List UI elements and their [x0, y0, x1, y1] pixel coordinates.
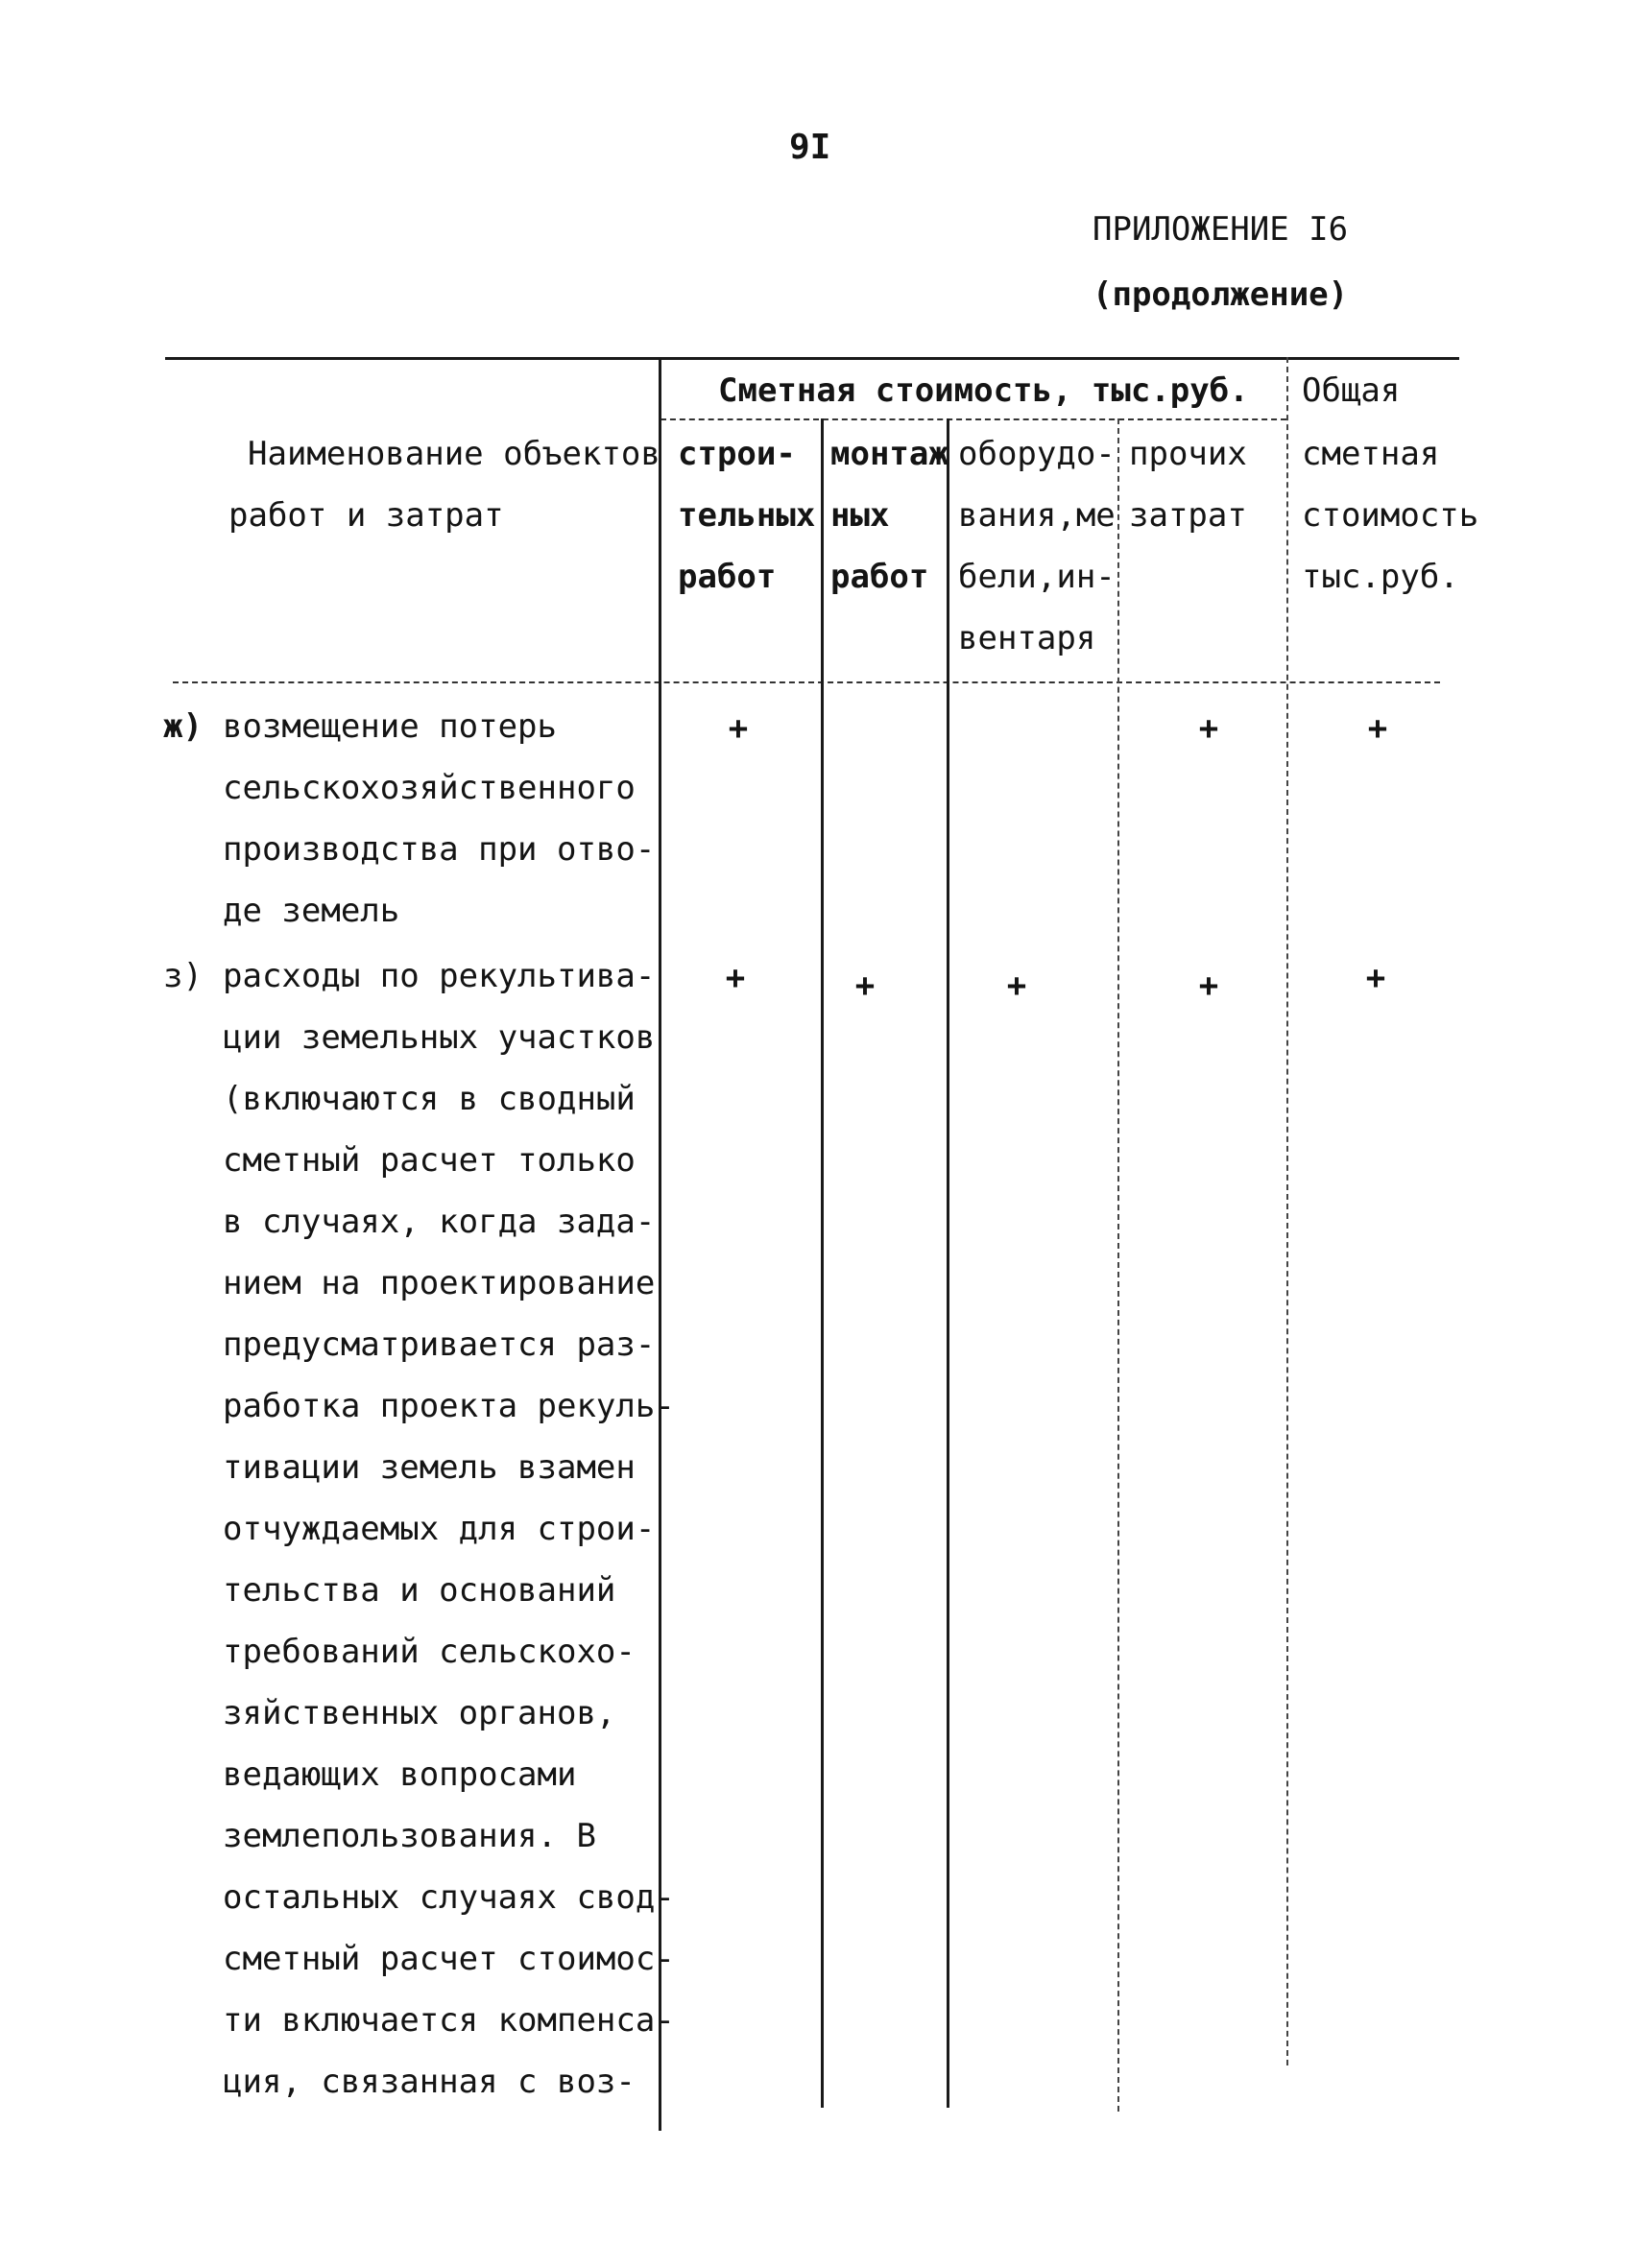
row-text-line: ция, связанная с воз-: [223, 2063, 636, 2101]
row-text-line: (включаются в сводный: [223, 1080, 636, 1118]
row-text-line: де земель: [223, 892, 400, 930]
row-text-line: тивации земель взамен: [223, 1448, 636, 1487]
header-col2-line-3: работ: [830, 558, 929, 596]
cost-mark-total: +: [1365, 959, 1386, 997]
header-total-line-3: стоимость: [1302, 496, 1479, 535]
row-text-line: ти включается компенса-: [223, 2001, 675, 2040]
row-text-line: предусматривается раз-: [223, 1325, 656, 1364]
cost-mark-construction: +: [728, 709, 749, 748]
header-col3-line-2: вания,ме: [958, 496, 1116, 535]
row-text-line: сметный расчет стоимос-: [223, 1940, 675, 1978]
appendix-title: ПРИЛОЖЕНИЕ I6: [1093, 210, 1349, 249]
col-divider-5: [1286, 357, 1288, 2065]
header-col1-line-1: строи-: [678, 435, 796, 473]
header-name-line-2: работ и затрат: [228, 496, 504, 535]
page-number: 9I: [789, 128, 831, 167]
header-col3-line-4: вентаря: [958, 619, 1096, 657]
cost-mark-other: +: [1198, 967, 1219, 1005]
header-col3-line-1: оборудо-: [958, 435, 1116, 473]
header-col1-line-2: тельных: [678, 496, 816, 535]
row-text-line: ции земельных участков: [223, 1018, 656, 1057]
row-text-line: зяйственных органов,: [223, 1694, 616, 1732]
table-top-rule: [165, 357, 1459, 360]
header-group-title: Сметная стоимость, тыс.руб.: [718, 371, 1249, 410]
cost-mark-other: +: [1198, 709, 1219, 748]
header-total-line-4: тыс.руб.: [1302, 558, 1459, 596]
header-col1-line-3: работ: [678, 558, 777, 596]
row-text-line: отчуждаемых для строи-: [223, 1510, 656, 1548]
row-text-line: остальных случаях свод-: [223, 1878, 675, 1917]
row-text-line: в случаях, когда зада-: [223, 1203, 656, 1241]
header-bottom-rule: [173, 681, 1440, 683]
row-text-line: возмещение потерь: [223, 707, 557, 746]
row-text-line: работка проекта рекуль-: [223, 1387, 675, 1425]
row-marker: ж): [163, 707, 203, 746]
row-text-line: ведающих вопросами: [223, 1755, 577, 1794]
row-text-line: землепользования. В: [223, 1817, 596, 1855]
row-text-line: производства при отво-: [223, 830, 656, 869]
col-divider-3: [947, 418, 949, 2108]
row-text-line: нием на проектирование: [223, 1264, 656, 1302]
cost-mark-equipment: +: [1006, 967, 1027, 1005]
cost-mark-construction: +: [725, 959, 746, 997]
header-col4-line-2: затрат: [1129, 496, 1247, 535]
header-col3-line-3: бели,ин-: [958, 558, 1116, 596]
header-col4-line-1: прочих: [1129, 435, 1247, 473]
col-divider-1: [659, 357, 661, 2131]
appendix-subtitle: (продолжение): [1093, 275, 1349, 314]
header-total-line-1: Общая: [1302, 371, 1401, 410]
row-text-line: тельства и оснований: [223, 1571, 616, 1610]
col-divider-4: [1117, 418, 1119, 2112]
cost-mark-installation: +: [854, 967, 876, 1005]
header-col2-line-1: монтаж: [830, 435, 949, 473]
header-total-line-2: сметная: [1302, 435, 1440, 473]
row-text-line: сельскохозяйственного: [223, 769, 636, 807]
cost-mark-total: +: [1367, 709, 1388, 748]
col-divider-2: [821, 418, 824, 2108]
header-name-line-1: Наименование объектов: [248, 435, 660, 473]
row-text-line: сметный расчет только: [223, 1141, 636, 1180]
row-text-line: расходы по рекультива-: [223, 957, 656, 995]
header-col2-line-2: ных: [830, 496, 890, 535]
row-text-line: требований сельскохо-: [223, 1633, 636, 1671]
group-header-rule: [660, 418, 1286, 420]
row-marker: з): [163, 957, 203, 995]
